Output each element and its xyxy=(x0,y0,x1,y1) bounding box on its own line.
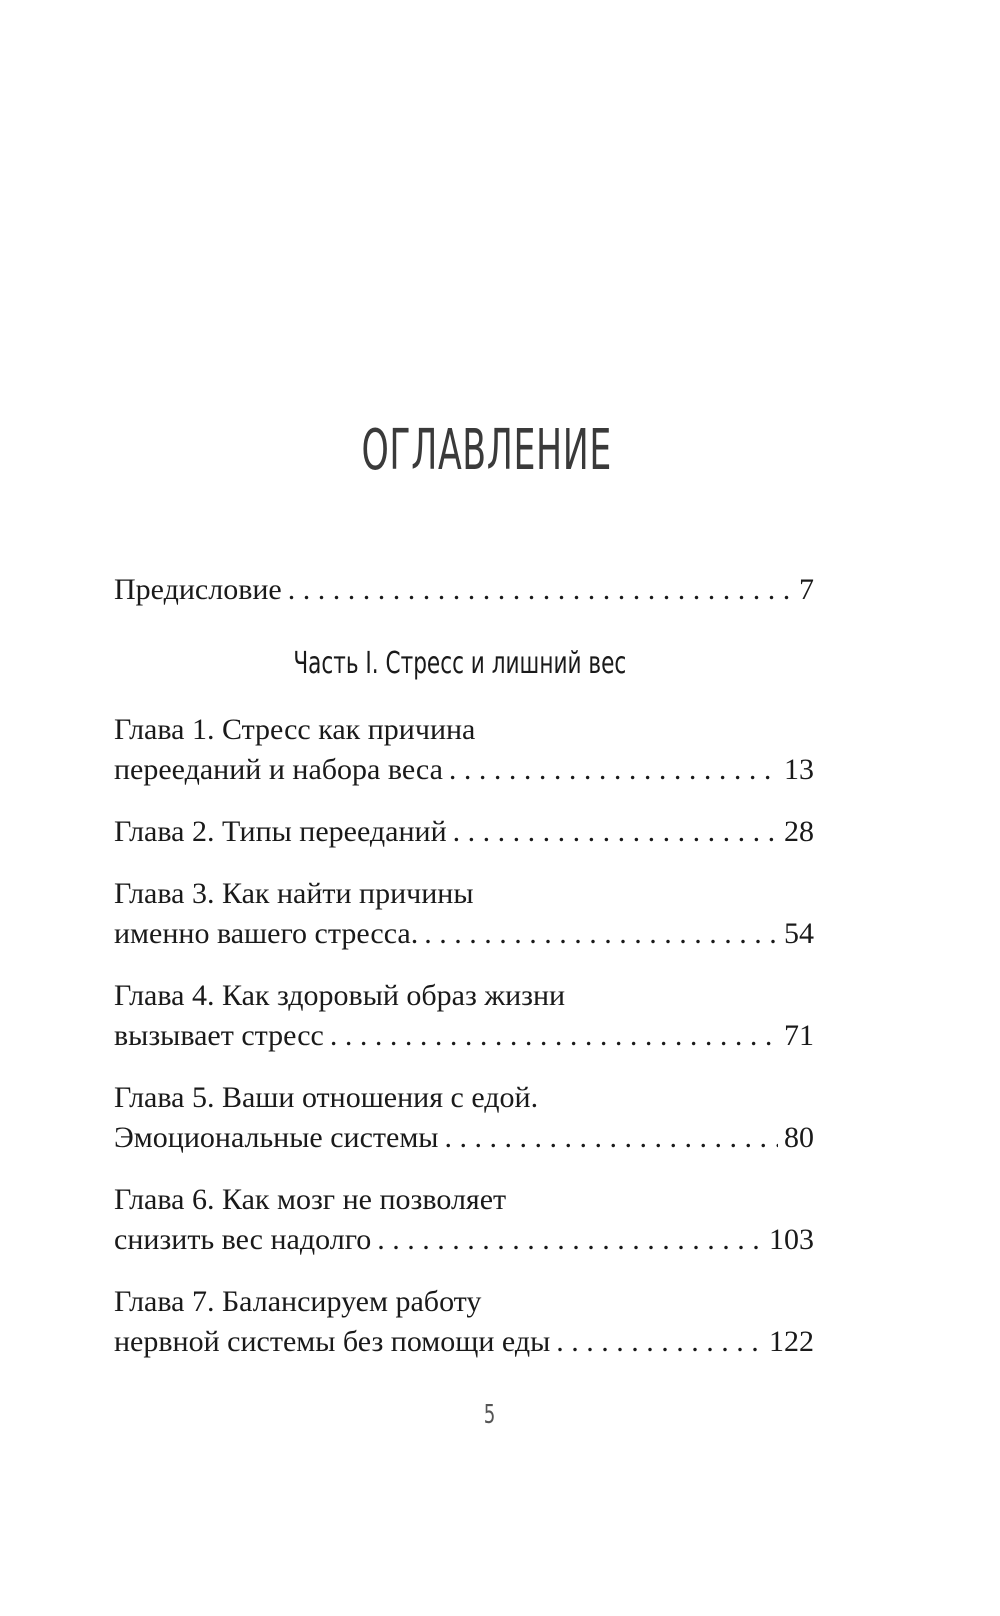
toc-page-number: 80 xyxy=(784,1121,814,1154)
dot-leader xyxy=(424,914,778,954)
toc-entry-chapter-1[interactable] xyxy=(114,710,814,790)
toc-entry-label: вызывает стресс xyxy=(114,1019,324,1052)
toc-page-number: 122 xyxy=(769,1325,814,1358)
toc-entry-label: нервной системы без помощи еды xyxy=(114,1325,551,1358)
page-number: 5 xyxy=(483,1400,496,1430)
table-of-contents xyxy=(114,570,814,1384)
dot-leader xyxy=(556,1322,763,1362)
dot-leader xyxy=(330,1016,778,1056)
toc-entry-label: Предисловие xyxy=(114,573,282,606)
dot-leader xyxy=(449,750,778,790)
toc-entry-label: снизить вес надолго xyxy=(114,1223,372,1256)
dot-leader xyxy=(444,1118,778,1158)
toc-entry-chapter-7[interactable] xyxy=(114,1282,814,1362)
toc-entry-label: Глава 1. Стресс как причина xyxy=(114,713,476,746)
toc-entry-label: Глава 5. Ваши отношения с едой. xyxy=(114,1081,539,1114)
toc-entry-label: Глава 2. Типы перееданий xyxy=(114,815,447,848)
toc-entry-chapter-2[interactable] xyxy=(114,812,814,852)
toc-entry-chapter-4[interactable] xyxy=(114,976,814,1056)
toc-page-number: 7 xyxy=(799,573,814,606)
part-heading: Часть I. Стресс и лишний вес xyxy=(293,646,627,681)
toc-entry-label: перееданий и набора веса xyxy=(114,753,443,786)
toc-page-number: 13 xyxy=(784,753,814,786)
toc-entry-chapter-6[interactable] xyxy=(114,1180,814,1260)
dot-leader xyxy=(288,570,793,610)
toc-entry-label: именно вашего стресса. xyxy=(114,917,419,950)
toc-page-number: 28 xyxy=(784,815,814,848)
toc-entry-chapter-5[interactable] xyxy=(114,1078,814,1158)
toc-entry-preface[interactable] xyxy=(114,570,814,610)
toc-entry-label: Глава 3. Как найти причины xyxy=(114,877,474,910)
toc-entry-label: Глава 7. Балансируем работу xyxy=(114,1285,482,1318)
dot-leader xyxy=(377,1220,763,1260)
page-title: ОГЛАВЛЕНИЕ xyxy=(361,418,612,483)
toc-entry-chapter-3[interactable] xyxy=(114,874,814,954)
toc-page-number: 103 xyxy=(769,1223,814,1256)
toc-page-number: 54 xyxy=(784,917,814,950)
toc-entry-label: Эмоциональные системы xyxy=(114,1121,439,1154)
toc-page-number: 71 xyxy=(784,1019,814,1052)
dot-leader xyxy=(453,812,778,852)
toc-entry-label: Глава 6. Как мозг не позволяет xyxy=(114,1183,507,1216)
toc-entry-label: Глава 4. Как здоровый образ жизни xyxy=(114,979,566,1012)
